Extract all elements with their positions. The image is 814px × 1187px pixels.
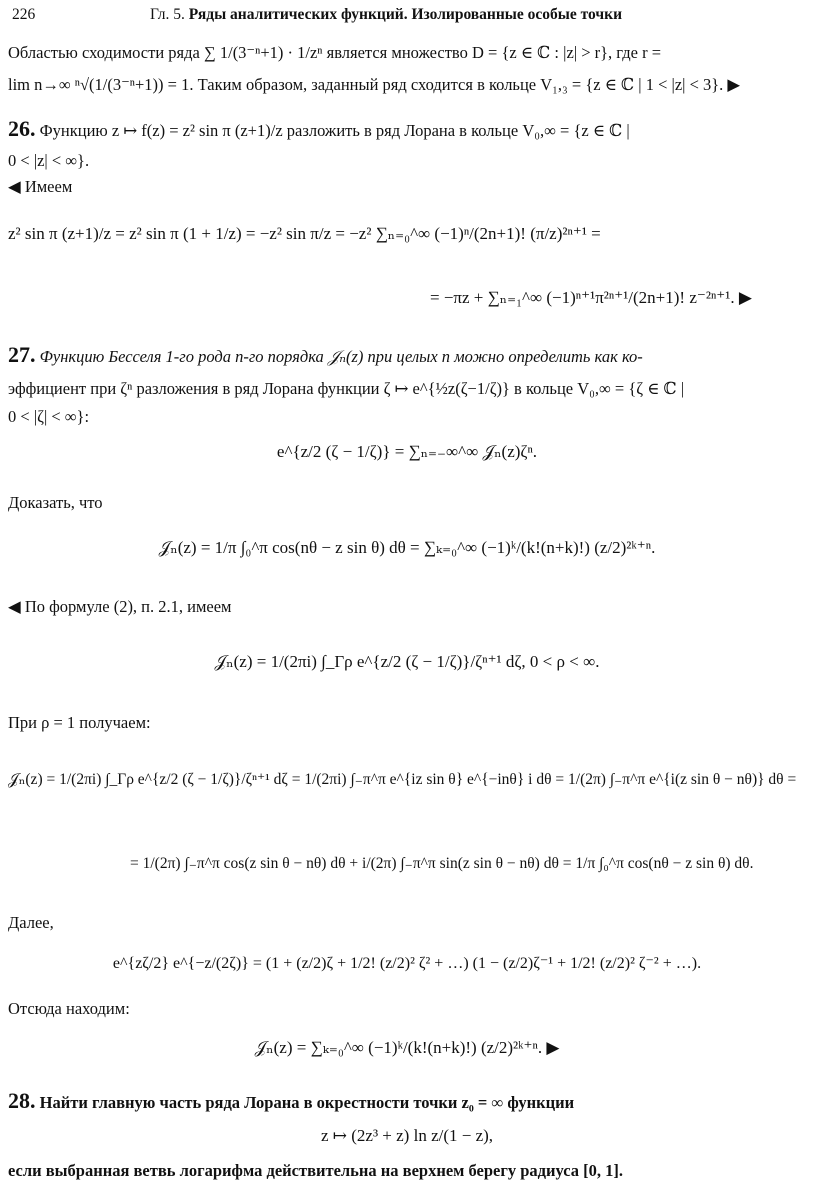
text-line-4: 0 < |z| < ∞}. — [8, 151, 90, 170]
text-line-7: эффициент при ζⁿ разложения в ряд Лорана функции ζ ↦ e^{½z(ζ−1/ζ)} в кольце V₀,∞ = {ζ ∈ ℂ | — [8, 379, 685, 398]
text-line-15 — [8, 1160, 806, 1182]
formula-27-1: e^{z/2 (ζ − 1/ζ)} = ∑ₙ₌₋∞^∞ 𝒥ₙ(z)ζⁿ. — [276, 442, 538, 461]
page-number: 226 — [12, 6, 36, 23]
formula-27-5: = 1/(2π) ∫₋π^π cos(z sin θ − nθ) dθ + i/(2π) ∫₋π^π sin(z sin θ − nθ) dθ = 1/π ∫₀^π cos(nθ − z sin θ) dθ. — [130, 855, 754, 872]
running-title — [150, 4, 622, 26]
text-line-15-text: если выбранная ветвь логарифма действительна на верхнем берегу радиуса [0, 1]. — [8, 1161, 624, 1180]
formula-27-2: 𝒥ₙ(z) = 1/π ∫₀^π cos(nθ − z sin θ) dθ = ∑ₖ₌₀^∞ (−1)ᵏ/(k!(n+k)!) (z/2)²ᵏ⁺ⁿ. — [158, 538, 656, 557]
running-title-prefix: Гл. 5. — [150, 6, 185, 23]
text-line-5: ◀ Имеем — [8, 177, 73, 196]
text-line-11: При ρ = 1 получаем: — [8, 713, 151, 732]
formula-27-7: 𝒥ₙ(z) = ∑ₖ₌₀^∞ (−1)ᵏ/(k!(n+k)!) (z/2)²ᵏ⁺ⁿ. ▶ — [254, 1038, 560, 1057]
running-title-text: Ряды аналитических функций. Изолированные особые точки — [188, 6, 622, 23]
text-line-9: Доказать, что — [8, 493, 103, 512]
text-line-14: Найти главную часть ряда Лорана в окрестности точки z₀ = ∞ функции — [39, 1093, 575, 1112]
text-line-6: Функцию Бесселя 1-го рода n-го порядка 𝒥ₙ(z) при целых n можно определить как ко- — [39, 347, 643, 366]
formula-26-1: z² sin π (z+1)/z = z² sin π (1 + 1/z) = −z² sin π/z = −z² ∑ₙ₌₀^∞ (−1)ⁿ/(2n+1)! (π/z)²ⁿ⁺¹ = — [8, 224, 601, 243]
problem-number-28: 28. — [8, 1088, 36, 1113]
problem-28-line — [8, 1090, 806, 1114]
formula-27-4: 𝒥ₙ(z) = 1/(2πi) ∫_Γρ e^{z/2 (ζ − 1/ζ)}/ζⁿ⁺¹ dζ = 1/(2πi) ∫₋π^π e^{iz sin θ} e^{−inθ} i dθ = 1/(2π) ∫₋π^π e^{i(z sin θ − nθ)} dθ = — [8, 771, 797, 788]
formula-27-6: e^{zζ/2} e^{−z/(2ζ)} = (1 + (z/2)ζ + 1/2! (z/2)² ζ² + …) (1 − (z/2)ζ⁻¹ + 1/2! (z/2)² ζ⁻² + …). — [112, 955, 702, 972]
problem-number-27: 27. — [8, 342, 36, 367]
formula-27-3: 𝒥ₙ(z) = 1/(2πi) ∫_Γρ e^{z/2 (ζ − 1/ζ)}/ζⁿ⁺¹ dζ, 0 < ρ < ∞. — [214, 652, 600, 671]
text-line-13: Отсюда находим: — [8, 999, 130, 1018]
problem-26-line — [8, 118, 806, 142]
formula-26-2: = −πz + ∑ₙ₌₁^∞ (−1)ⁿ⁺¹π²ⁿ⁺¹/(2n+1)! z⁻²ⁿ⁺¹. ▶ — [430, 288, 752, 307]
text-line-12: Далее, — [8, 913, 54, 932]
problem-27-line — [8, 344, 806, 368]
text-line-8: 0 < |ζ| < ∞}: — [8, 407, 90, 426]
text-line-3: Функцию z ↦ f(z) = z² sin π (z+1)/z разложить в ряд Лорана в кольце V₀,∞ = {z ∈ ℂ | — [39, 121, 630, 140]
text-line-2: lim n→∞ ⁿ√(1/(3⁻ⁿ+1)) = 1. Таким образом, заданный ряд сходится в кольце V₁,₃ = {z ∈ ℂ | 1 < |z| < 3}. ▶ — [8, 75, 741, 94]
text-line-10: ◀ По формуле (2), п. 2.1, имеем — [8, 597, 232, 616]
problem-number-26: 26. — [8, 116, 36, 141]
text-line-1: Областью сходимости ряда ∑ 1/(3⁻ⁿ+1) · 1/zⁿ является множество D = {z ∈ ℂ : |z| > r}, где r = — [8, 43, 661, 62]
formula-28-1: z ↦ (2z³ + z) ln z/(1 − z), — [320, 1126, 494, 1145]
